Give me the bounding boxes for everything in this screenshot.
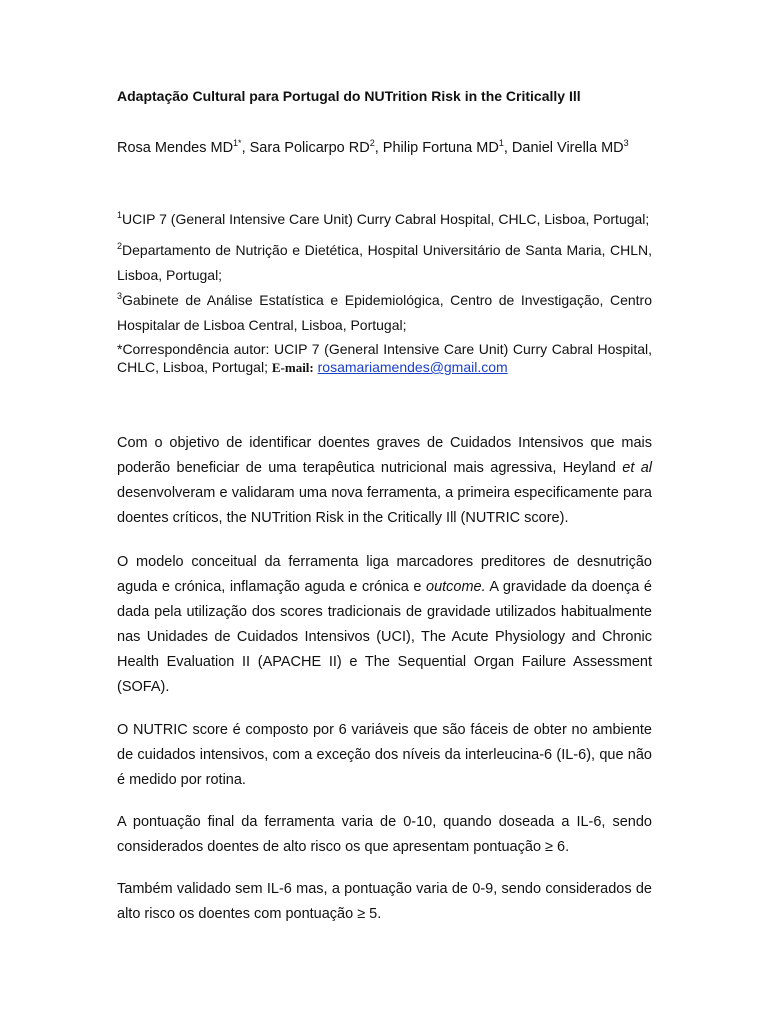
affiliation-1 [117, 210, 652, 228]
affiliation-marker: 1 [117, 210, 123, 220]
paragraph-4: A pontuação final da ferramenta varia de 0-10, quando doseada a IL-6, sendo considerados doentes de alto risco os que apresentam pontuação ≥ 6. [117, 814, 652, 855]
email-link[interactable]: rosamariamendes@gmail.com [317, 359, 508, 375]
paragraph-text: Com o objetivo de identificar doentes graves de Cuidados Intensivos que mais poderão beneficiar de uma terapêutica nutricional mais agressiva, Heyland [117, 435, 652, 476]
correspondence-note [117, 340, 652, 377]
author-name: Sara Policarpo RD [249, 140, 370, 156]
author-affiliation-marker: 2 [369, 138, 375, 148]
paragraph-italic: et al [622, 460, 652, 476]
paragraph-italic: outcome. [426, 579, 486, 595]
paragraph-text: desenvolveram e validaram uma nova ferramenta, a primeira especificamente para doentes críticos, the NUTrition Risk in the Critically Ill (NUTRIC score). [117, 485, 652, 526]
author-name: Rosa Mendes MD [117, 140, 234, 156]
author-name: Daniel Virella MD [511, 140, 624, 156]
paragraph-text: O modelo conceitual da ferramenta liga marcadores preditores de desnutrição aguda e crónica, inflamação aguda e crónica e [117, 554, 652, 595]
author-list [117, 137, 652, 159]
author-affiliation-marker: 3 [623, 138, 629, 148]
author-separator: , [241, 140, 250, 156]
document-title: Adaptação Cultural para Portugal do NUTrition Risk in the Critically Ill [117, 88, 581, 104]
affiliation-marker: 2 [117, 241, 123, 251]
affiliation-3 [117, 288, 652, 338]
email-label: E-mail: [271, 360, 314, 375]
author-affiliation-marker: 1 [498, 138, 504, 148]
author-separator: , [503, 140, 512, 156]
paragraph-text: A gravidade da doença é dada pela utilização dos scores tradicionais de gravidade utilizados habitualmente nas Unidades de Cuidados Intensivos (UCI), The Acute Physiology and Chronic Health Evaluation II (APACHE II) e The Sequential Organ Failure Assessment (SOFA). [117, 579, 652, 695]
author-separator: , [374, 140, 383, 156]
affiliation-list [117, 210, 652, 377]
author-name: Philip Fortuna MD [382, 140, 499, 156]
author-affiliation-marker: 1* [233, 138, 242, 148]
paragraph-1 [117, 431, 652, 531]
affiliation-text: Departamento de Nutrição e Dietética, Hospital Universitário de Santa Maria, CHLN, Lisboa, Portugal; [117, 242, 652, 283]
paragraph-2 [117, 550, 652, 700]
affiliation-text: Gabinete de Análise Estatística e Epidemiológica, Centro de Investigação, Centro Hospitalar de Lisboa Central, Lisboa, Portugal; [117, 292, 652, 333]
document-body [117, 431, 652, 927]
paragraph-5: Também validado sem IL-6 mas, a pontuação varia de 0-9, sendo considerados de alto risco os doentes com pontuação ≥ 5. [117, 881, 652, 922]
affiliation-marker: 3 [117, 291, 123, 301]
correspondence-text: *Correspondência autor: UCIP 7 (General Intensive Care Unit) Curry Cabral Hospital, CHLC, Lisboa, Portugal; [117, 341, 652, 375]
paragraph-3: O NUTRIC score é composto por 6 variáveis que são fáceis de obter no ambiente de cuidados intensivos, com a exceção dos níveis da interleucina-6 (IL-6), que não é medido por rotina. [117, 722, 652, 788]
affiliation-text: UCIP 7 (General Intensive Care Unit) Curry Cabral Hospital, CHLC, Lisboa, Portugal; [122, 211, 650, 227]
affiliation-2 [117, 238, 652, 288]
